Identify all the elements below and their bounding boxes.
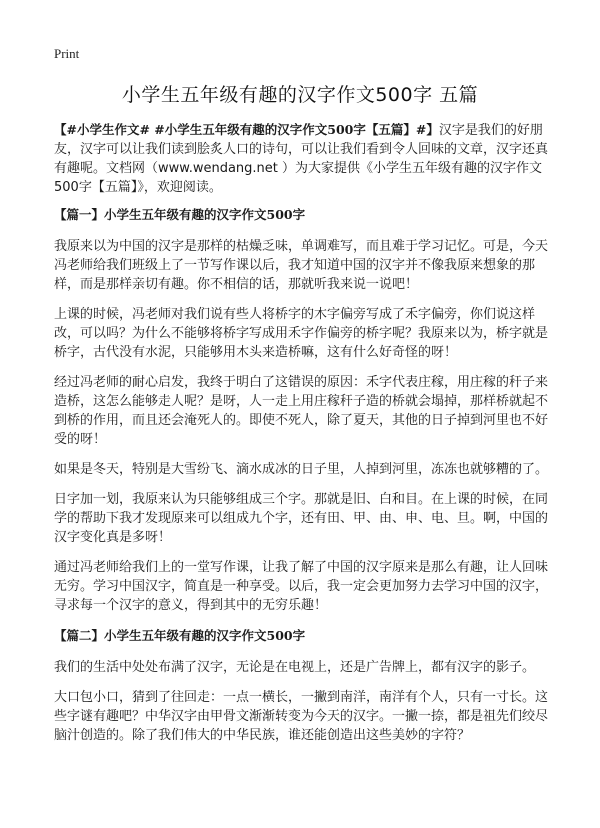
print-link[interactable]: Print <box>54 46 80 61</box>
paragraph: 大口包小口，猜到了往回走：一点一横长，一撇到南洋，南洋有个人，只有一寸长。这些字谜有趣吧？中华汉字由甲骨文渐渐转变为今天的汉字。一撇一捺，都是祖先们绞尽脑汁创造的。除了我们伟大的中华民族，谁还能创造出这些美妙的字符？ <box>54 690 549 743</box>
paragraph: 如果是冬天，特别是大雪纷飞、滴水成冰的日子里，人掉到河里，冻冻也就够糟的了。 <box>54 462 549 477</box>
paragraph: 通过冯老师给我们上的一堂写作课，让我了解了中国的汉字原来是那么有趣，让人回味无穷。学习中国汉字，简直是一种享受。以后，我一定会更加努力去学习中国的汉字，寻求每一个汉字的意义，得到其中的无穷乐趣！ <box>54 560 549 613</box>
intro-keywords: 【#小学生作文# #小学生五年级有趣的汉字作文500字【五篇】#】 <box>54 122 439 137</box>
paragraph: 经过冯老师的耐心启发，我终于明白了这错误的原因：禾字代表庄稼，用庄稼的秆子来造桥，这怎么能够走人呢？是呀，人一走上用庄稼秆子造的桥就会塌掉，那样桥就起不到桥的作用，而且还会淹死人的。即使不死人，除了夏天，其他的日子掉到河里也不好受的呀！ <box>54 375 549 447</box>
intro-text: 汉字是我们的好朋友，汉字可以让我们读到脍炙人口的诗句，可以让我们看到令人回味的文章，汉字还真有趣呢。文档网（www.wendang.net ）为大家提供《小学生五年级有趣的汉字作文500字【五篇】》，欢迎阅读。 <box>54 123 549 195</box>
section-heading-2: 【篇二】小学生五年级有趣的汉字作文500字 <box>54 628 306 643</box>
page-title: 小学生五年级有趣的汉字作文500字 五篇 <box>121 84 479 106</box>
paragraph: 日字加一划，我原来认为只能够组成三个字。那就是旧、白和目。在上课的时候，在同学的帮助下我才发现原来可以组成九个字，还有田、甲、由、申、电、旦。啊，中国的汉字变化真是多呀！ <box>54 492 549 545</box>
paragraph: 上课的时候，冯老师对我们说有些人将桥字的木字偏旁写成了禾字偏旁，你们说这样改，可以吗？为什么不能够将桥字写成用禾字作偏旁的桥字呢？我原来以为，桥字就是桥字，古代没有水泥，只能够用木头来造桥嘛，这有什么好奇怪的呀！ <box>54 307 549 360</box>
section-heading-1: 【篇一】小学生五年级有趣的汉字作文500字 <box>54 207 306 222</box>
paragraph: 我原来以为中国的汉字是那样的枯燥乏味，单调难写，而且难于学习记忆。可是，今天冯老师给我们班级上了一节写作课以后，我才知道中国的汉字并不像我原来想象的那样，而是那样亲切有趣。你不相信的话，那就听我来说一说吧！ <box>54 239 549 292</box>
intro-paragraph <box>54 120 554 197</box>
article-body <box>54 120 554 756</box>
paragraph: 我们的生活中处处布满了汉字，无论是在电视上，还是广告牌上，都有汉字的影子。 <box>54 660 536 675</box>
